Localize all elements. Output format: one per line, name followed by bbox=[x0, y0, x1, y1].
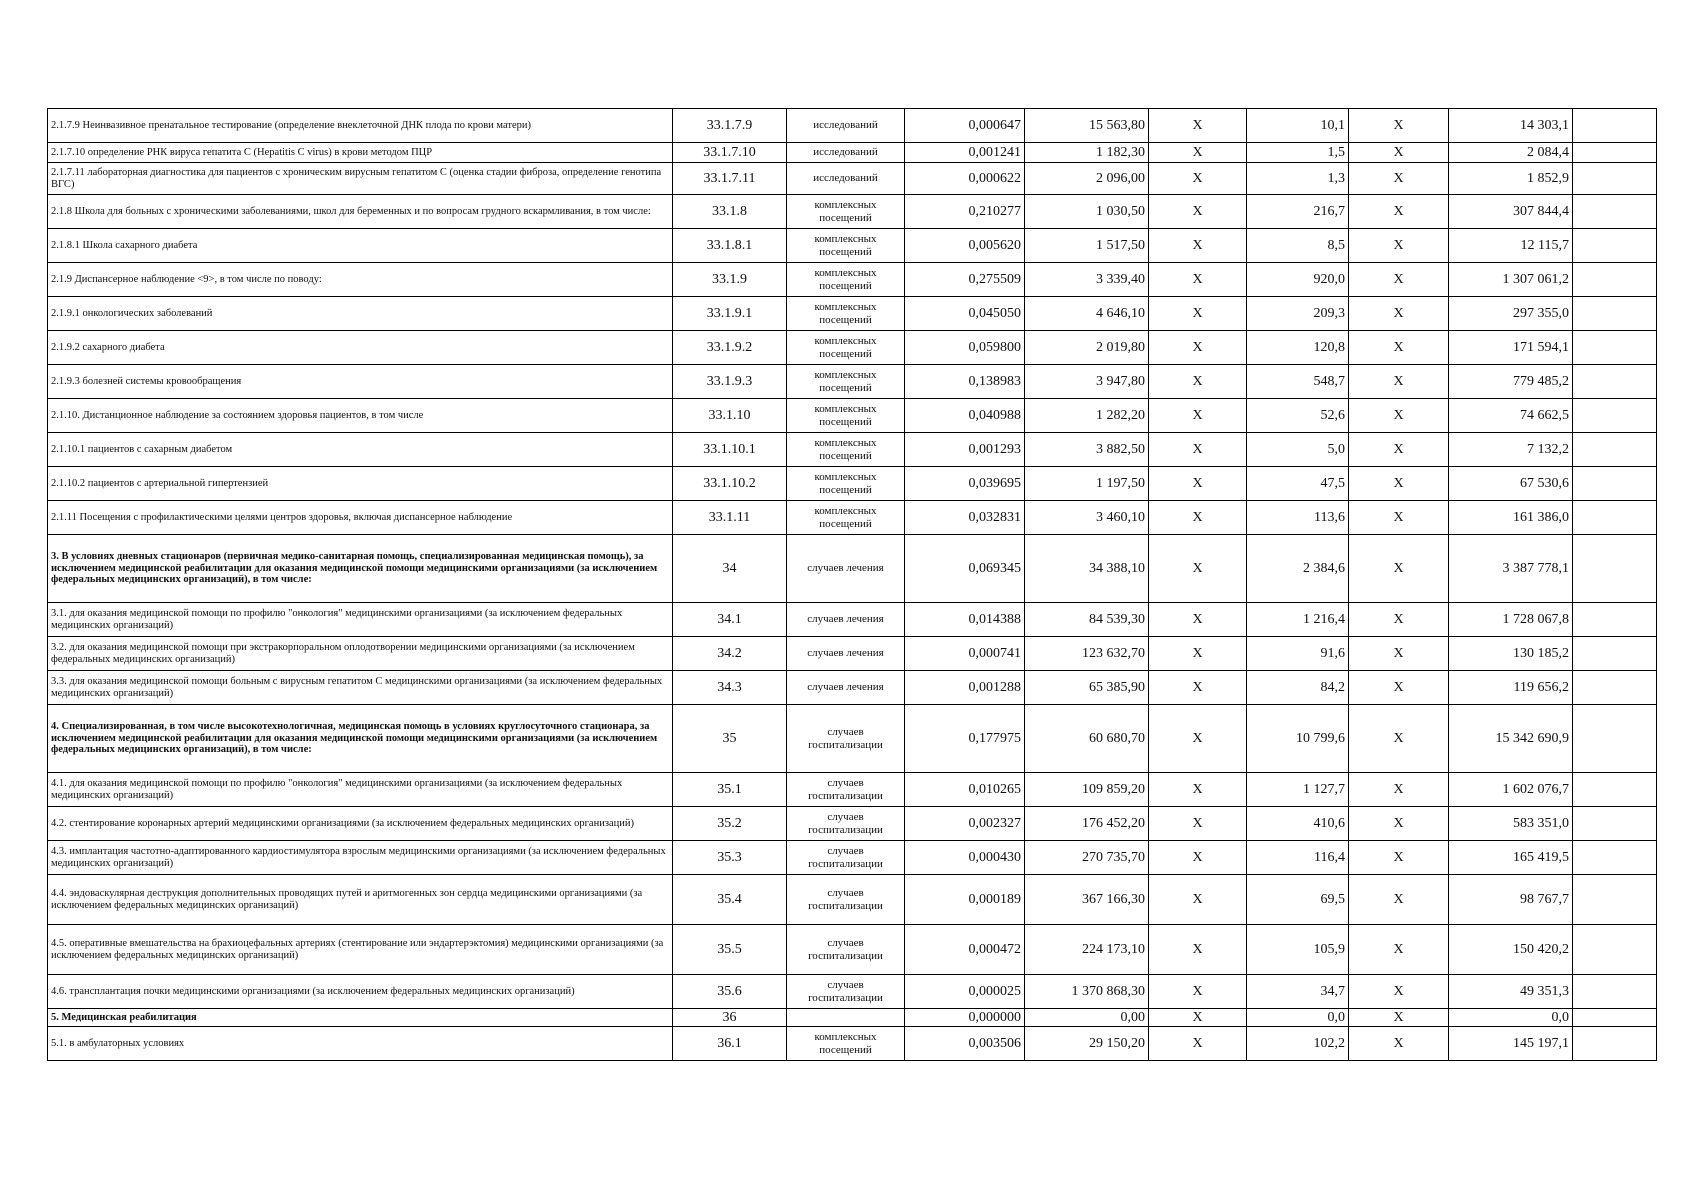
row-name-cell: 4.6. трансплантация почки медицинскими организациями (за исключением федеральных медицинских организаций) bbox=[48, 975, 673, 1009]
row-cost-cell: 1 370 868,30 bbox=[1025, 975, 1149, 1009]
row-x-cell: X bbox=[1349, 143, 1449, 163]
row-total-cell: 1 852,9 bbox=[1449, 163, 1573, 195]
row-per-capita-cell: 5,0 bbox=[1247, 433, 1349, 467]
row-x-cell: X bbox=[1149, 297, 1247, 331]
row-cost-cell: 84 539,30 bbox=[1025, 603, 1149, 637]
table-row bbox=[48, 365, 1657, 399]
table-row bbox=[48, 1009, 1657, 1027]
row-norm-cell: 0,000622 bbox=[905, 163, 1025, 195]
row-code-cell: 33.1.7.11 bbox=[673, 163, 787, 195]
row-norm-cell: 0,000025 bbox=[905, 975, 1025, 1009]
row-empty-cell bbox=[1573, 975, 1657, 1009]
row-code-cell: 33.1.9.2 bbox=[673, 331, 787, 365]
row-total-cell: 161 386,0 bbox=[1449, 501, 1573, 535]
row-code-cell: 33.1.9.1 bbox=[673, 297, 787, 331]
row-total-cell: 119 656,2 bbox=[1449, 671, 1573, 705]
row-total-cell: 307 844,4 bbox=[1449, 195, 1573, 229]
row-per-capita-cell: 2 384,6 bbox=[1247, 535, 1349, 603]
row-name-cell: 2.1.8.1 Школа сахарного диабета bbox=[48, 229, 673, 263]
row-cost-cell: 123 632,70 bbox=[1025, 637, 1149, 671]
row-norm-cell: 0,000189 bbox=[905, 875, 1025, 925]
row-name-cell: 3. В условиях дневных стационаров (первичная медико-санитарная помощь, специализированная медицинская помощь), за исключением медицинской реабилитации для оказания медицинской помощи медицинскими организациями (за исключением федеральных медицинских организаций), в том числе: bbox=[48, 535, 673, 603]
row-norm-cell: 0,040988 bbox=[905, 399, 1025, 433]
table-row bbox=[48, 163, 1657, 195]
row-code-cell: 35.6 bbox=[673, 975, 787, 1009]
row-empty-cell bbox=[1573, 705, 1657, 773]
table-row bbox=[48, 263, 1657, 297]
row-unit-cell: случаев госпитализации bbox=[787, 807, 905, 841]
row-total-cell: 1 307 061,2 bbox=[1449, 263, 1573, 297]
row-unit-cell: комплексных посещений bbox=[787, 467, 905, 501]
row-empty-cell bbox=[1573, 603, 1657, 637]
row-x-cell: X bbox=[1149, 501, 1247, 535]
table-row bbox=[48, 773, 1657, 807]
row-name-cell: 2.1.11 Посещения с профилактическими целями центров здоровья, включая диспансерное наблюдение bbox=[48, 501, 673, 535]
row-x-cell: X bbox=[1149, 467, 1247, 501]
row-per-capita-cell: 10,1 bbox=[1247, 109, 1349, 143]
row-x-cell: X bbox=[1349, 875, 1449, 925]
row-cost-cell: 34 388,10 bbox=[1025, 535, 1149, 603]
row-name-cell: 2.1.10. Дистанционное наблюдение за состоянием здоровья пациентов, в том числе bbox=[48, 399, 673, 433]
row-name-cell: 2.1.9 Диспансерное наблюдение <9>, в том числе по поводу: bbox=[48, 263, 673, 297]
row-x-cell: X bbox=[1149, 365, 1247, 399]
row-cost-cell: 3 947,80 bbox=[1025, 365, 1149, 399]
row-unit-cell: комплексных посещений bbox=[787, 195, 905, 229]
row-name-cell: 2.1.10.2 пациентов с артериальной гипертензией bbox=[48, 467, 673, 501]
row-cost-cell: 1 030,50 bbox=[1025, 195, 1149, 229]
row-empty-cell bbox=[1573, 807, 1657, 841]
row-code-cell: 33.1.10.2 bbox=[673, 467, 787, 501]
row-name-cell: 2.1.7.10 определение РНК вируса гепатита С (Hepatitis C virus) в крови методом ПЦР bbox=[48, 143, 673, 163]
row-x-cell: X bbox=[1349, 1009, 1449, 1027]
row-empty-cell bbox=[1573, 163, 1657, 195]
row-empty-cell bbox=[1573, 773, 1657, 807]
row-per-capita-cell: 8,5 bbox=[1247, 229, 1349, 263]
row-total-cell: 779 485,2 bbox=[1449, 365, 1573, 399]
row-total-cell: 130 185,2 bbox=[1449, 637, 1573, 671]
row-x-cell: X bbox=[1149, 263, 1247, 297]
row-unit-cell: исследований bbox=[787, 109, 905, 143]
row-unit-cell: комплексных посещений bbox=[787, 501, 905, 535]
row-norm-cell: 0,275509 bbox=[905, 263, 1025, 297]
row-x-cell: X bbox=[1349, 297, 1449, 331]
table-row bbox=[48, 705, 1657, 773]
row-cost-cell: 1 517,50 bbox=[1025, 229, 1149, 263]
row-x-cell: X bbox=[1349, 773, 1449, 807]
row-unit-cell: комплексных посещений bbox=[787, 229, 905, 263]
row-name-cell: 4.2. стентирование коронарных артерий медицинскими организациями (за исключением федеральных медицинских организаций) bbox=[48, 807, 673, 841]
row-x-cell: X bbox=[1149, 603, 1247, 637]
row-per-capita-cell: 920,0 bbox=[1247, 263, 1349, 297]
row-code-cell: 34.2 bbox=[673, 637, 787, 671]
row-empty-cell bbox=[1573, 1027, 1657, 1061]
row-empty-cell bbox=[1573, 637, 1657, 671]
row-x-cell: X bbox=[1149, 1009, 1247, 1027]
row-name-cell: 2.1.9.1 онкологических заболеваний bbox=[48, 297, 673, 331]
row-norm-cell: 0,001288 bbox=[905, 671, 1025, 705]
row-empty-cell bbox=[1573, 399, 1657, 433]
row-x-cell: X bbox=[1149, 705, 1247, 773]
row-x-cell: X bbox=[1349, 807, 1449, 841]
row-cost-cell: 65 385,90 bbox=[1025, 671, 1149, 705]
row-name-cell: 4.5. оперативные вмешательства на брахиоцефальных артериях (стентирование или эндартерэктомия) медицинскими организациями (за исключением федеральных медицинских организаций) bbox=[48, 925, 673, 975]
row-cost-cell: 15 563,80 bbox=[1025, 109, 1149, 143]
row-x-cell: X bbox=[1349, 399, 1449, 433]
row-norm-cell: 0,069345 bbox=[905, 535, 1025, 603]
row-cost-cell: 1 282,20 bbox=[1025, 399, 1149, 433]
row-norm-cell: 0,010265 bbox=[905, 773, 1025, 807]
row-norm-cell: 0,000741 bbox=[905, 637, 1025, 671]
row-total-cell: 1 728 067,8 bbox=[1449, 603, 1573, 637]
row-total-cell: 3 387 778,1 bbox=[1449, 535, 1573, 603]
row-cost-cell: 367 166,30 bbox=[1025, 875, 1149, 925]
row-unit-cell: комплексных посещений bbox=[787, 433, 905, 467]
row-empty-cell bbox=[1573, 263, 1657, 297]
row-name-cell: 5.1. в амбулаторных условиях bbox=[48, 1027, 673, 1061]
table-row bbox=[48, 399, 1657, 433]
row-norm-cell: 0,032831 bbox=[905, 501, 1025, 535]
row-x-cell: X bbox=[1349, 331, 1449, 365]
row-x-cell: X bbox=[1149, 975, 1247, 1009]
row-norm-cell: 0,000647 bbox=[905, 109, 1025, 143]
row-norm-cell: 0,045050 bbox=[905, 297, 1025, 331]
row-unit-cell: комплексных посещений bbox=[787, 263, 905, 297]
row-cost-cell: 109 859,20 bbox=[1025, 773, 1149, 807]
row-per-capita-cell: 113,6 bbox=[1247, 501, 1349, 535]
row-x-cell: X bbox=[1349, 109, 1449, 143]
row-total-cell: 145 197,1 bbox=[1449, 1027, 1573, 1061]
row-name-cell: 2.1.9.3 болезней системы кровообращения bbox=[48, 365, 673, 399]
row-norm-cell: 0,014388 bbox=[905, 603, 1025, 637]
row-total-cell: 165 419,5 bbox=[1449, 841, 1573, 875]
row-code-cell: 33.1.7.9 bbox=[673, 109, 787, 143]
row-code-cell: 33.1.10.1 bbox=[673, 433, 787, 467]
row-empty-cell bbox=[1573, 501, 1657, 535]
row-norm-cell: 0,039695 bbox=[905, 467, 1025, 501]
row-cost-cell: 1 197,50 bbox=[1025, 467, 1149, 501]
row-x-cell: X bbox=[1149, 925, 1247, 975]
row-x-cell: X bbox=[1349, 975, 1449, 1009]
table-row bbox=[48, 925, 1657, 975]
row-code-cell: 35 bbox=[673, 705, 787, 773]
row-empty-cell bbox=[1573, 365, 1657, 399]
row-cost-cell: 2 096,00 bbox=[1025, 163, 1149, 195]
row-per-capita-cell: 1 216,4 bbox=[1247, 603, 1349, 637]
row-name-cell: 2.1.8 Школа для больных с хроническими заболеваниями, школ для беременных и по вопросам грудного вскармливания, в том числе: bbox=[48, 195, 673, 229]
row-code-cell: 35.1 bbox=[673, 773, 787, 807]
row-unit-cell: случаев госпитализации bbox=[787, 875, 905, 925]
row-name-cell: 2.1.7.11 лабораторная диагностика для пациентов с хроническим вирусным гепатитом С (оценка стадии фиброза, определение генотипа ВГС) bbox=[48, 163, 673, 195]
row-unit-cell: комплексных посещений bbox=[787, 331, 905, 365]
row-norm-cell: 0,005620 bbox=[905, 229, 1025, 263]
row-code-cell: 34 bbox=[673, 535, 787, 603]
row-empty-cell bbox=[1573, 229, 1657, 263]
row-code-cell: 35.4 bbox=[673, 875, 787, 925]
row-x-cell: X bbox=[1149, 109, 1247, 143]
row-per-capita-cell: 52,6 bbox=[1247, 399, 1349, 433]
row-per-capita-cell: 102,2 bbox=[1247, 1027, 1349, 1061]
row-total-cell: 1 602 076,7 bbox=[1449, 773, 1573, 807]
row-code-cell: 36.1 bbox=[673, 1027, 787, 1061]
table-row bbox=[48, 501, 1657, 535]
table-row bbox=[48, 875, 1657, 925]
row-x-cell: X bbox=[1349, 501, 1449, 535]
row-unit-cell: комплексных посещений bbox=[787, 297, 905, 331]
row-per-capita-cell: 120,8 bbox=[1247, 331, 1349, 365]
row-empty-cell bbox=[1573, 297, 1657, 331]
row-code-cell: 34.3 bbox=[673, 671, 787, 705]
row-norm-cell: 0,000472 bbox=[905, 925, 1025, 975]
row-code-cell: 33.1.11 bbox=[673, 501, 787, 535]
row-x-cell: X bbox=[1349, 365, 1449, 399]
row-per-capita-cell: 105,9 bbox=[1247, 925, 1349, 975]
tariff-table bbox=[47, 108, 1657, 1061]
row-per-capita-cell: 548,7 bbox=[1247, 365, 1349, 399]
table-row bbox=[48, 807, 1657, 841]
row-x-cell: X bbox=[1149, 807, 1247, 841]
table-row bbox=[48, 229, 1657, 263]
row-total-cell: 98 767,7 bbox=[1449, 875, 1573, 925]
table-row bbox=[48, 1027, 1657, 1061]
table-row bbox=[48, 467, 1657, 501]
table-row bbox=[48, 433, 1657, 467]
row-cost-cell: 3 339,40 bbox=[1025, 263, 1149, 297]
row-x-cell: X bbox=[1149, 143, 1247, 163]
row-cost-cell: 29 150,20 bbox=[1025, 1027, 1149, 1061]
row-empty-cell bbox=[1573, 671, 1657, 705]
row-unit-cell: исследований bbox=[787, 163, 905, 195]
row-name-cell: 2.1.10.1 пациентов с сахарным диабетом bbox=[48, 433, 673, 467]
row-norm-cell: 0,059800 bbox=[905, 331, 1025, 365]
row-x-cell: X bbox=[1349, 841, 1449, 875]
row-total-cell: 49 351,3 bbox=[1449, 975, 1573, 1009]
table-row bbox=[48, 841, 1657, 875]
row-unit-cell bbox=[787, 1009, 905, 1027]
row-code-cell: 36 bbox=[673, 1009, 787, 1027]
row-code-cell: 35.5 bbox=[673, 925, 787, 975]
row-cost-cell: 0,00 bbox=[1025, 1009, 1149, 1027]
row-unit-cell: случаев госпитализации bbox=[787, 773, 905, 807]
row-x-cell: X bbox=[1149, 1027, 1247, 1061]
row-total-cell: 7 132,2 bbox=[1449, 433, 1573, 467]
row-unit-cell: случаев лечения bbox=[787, 637, 905, 671]
row-x-cell: X bbox=[1349, 1027, 1449, 1061]
row-x-cell: X bbox=[1349, 705, 1449, 773]
row-name-cell: 4.3. имплантация частотно-адаптированного кардиостимулятора взрослым медицинскими организациями (за исключением федеральных медицинских организаций) bbox=[48, 841, 673, 875]
table-row bbox=[48, 535, 1657, 603]
row-code-cell: 33.1.10 bbox=[673, 399, 787, 433]
row-code-cell: 33.1.8 bbox=[673, 195, 787, 229]
row-norm-cell: 0,003506 bbox=[905, 1027, 1025, 1061]
row-norm-cell: 0,000000 bbox=[905, 1009, 1025, 1027]
row-x-cell: X bbox=[1349, 671, 1449, 705]
row-x-cell: X bbox=[1149, 229, 1247, 263]
row-norm-cell: 0,138983 bbox=[905, 365, 1025, 399]
row-name-cell: 2.1.9.2 сахарного диабета bbox=[48, 331, 673, 365]
row-unit-cell: случаев госпитализации bbox=[787, 925, 905, 975]
row-x-cell: X bbox=[1349, 535, 1449, 603]
row-name-cell: 4.4. эндоваскулярная деструкция дополнительных проводящих путей и аритмогенных зон сердца медицинскими организациями (за исключением федеральных медицинских организаций) bbox=[48, 875, 673, 925]
row-x-cell: X bbox=[1349, 637, 1449, 671]
row-total-cell: 2 084,4 bbox=[1449, 143, 1573, 163]
row-unit-cell: случаев лечения bbox=[787, 535, 905, 603]
row-code-cell: 35.2 bbox=[673, 807, 787, 841]
row-total-cell: 0,0 bbox=[1449, 1009, 1573, 1027]
row-code-cell: 34.1 bbox=[673, 603, 787, 637]
row-per-capita-cell: 1 127,7 bbox=[1247, 773, 1349, 807]
table-row bbox=[48, 297, 1657, 331]
row-per-capita-cell: 0,0 bbox=[1247, 1009, 1349, 1027]
table-body bbox=[48, 109, 1657, 1061]
table-row bbox=[48, 109, 1657, 143]
row-cost-cell: 60 680,70 bbox=[1025, 705, 1149, 773]
row-per-capita-cell: 116,4 bbox=[1247, 841, 1349, 875]
row-total-cell: 297 355,0 bbox=[1449, 297, 1573, 331]
row-empty-cell bbox=[1573, 331, 1657, 365]
row-per-capita-cell: 91,6 bbox=[1247, 637, 1349, 671]
row-x-cell: X bbox=[1349, 163, 1449, 195]
table-row bbox=[48, 671, 1657, 705]
row-x-cell: X bbox=[1349, 229, 1449, 263]
row-unit-cell: случаев госпитализации bbox=[787, 841, 905, 875]
row-code-cell: 33.1.9 bbox=[673, 263, 787, 297]
row-name-cell: 3.1. для оказания медицинской помощи по профилю "онкология" медицинскими организациями (за исключением федеральных медицинских организаций) bbox=[48, 603, 673, 637]
row-total-cell: 15 342 690,9 bbox=[1449, 705, 1573, 773]
row-empty-cell bbox=[1573, 841, 1657, 875]
row-empty-cell bbox=[1573, 195, 1657, 229]
row-per-capita-cell: 47,5 bbox=[1247, 467, 1349, 501]
row-empty-cell bbox=[1573, 875, 1657, 925]
row-norm-cell: 0,210277 bbox=[905, 195, 1025, 229]
row-per-capita-cell: 1,3 bbox=[1247, 163, 1349, 195]
row-empty-cell bbox=[1573, 1009, 1657, 1027]
row-unit-cell: случаев лечения bbox=[787, 603, 905, 637]
row-x-cell: X bbox=[1149, 841, 1247, 875]
row-empty-cell bbox=[1573, 433, 1657, 467]
row-name-cell: 2.1.7.9 Неинвазивное пренатальное тестирование (определение внеклеточной ДНК плода по крови матери) bbox=[48, 109, 673, 143]
row-x-cell: X bbox=[1149, 671, 1247, 705]
row-unit-cell: исследований bbox=[787, 143, 905, 163]
row-unit-cell: комплексных посещений bbox=[787, 399, 905, 433]
row-unit-cell: комплексных посещений bbox=[787, 1027, 905, 1061]
row-x-cell: X bbox=[1349, 603, 1449, 637]
row-total-cell: 14 303,1 bbox=[1449, 109, 1573, 143]
row-per-capita-cell: 410,6 bbox=[1247, 807, 1349, 841]
row-x-cell: X bbox=[1349, 433, 1449, 467]
row-code-cell: 33.1.7.10 bbox=[673, 143, 787, 163]
row-name-cell: 4. Специализированная, в том числе высокотехнологичная, медицинская помощь в условиях круглосуточного стационара, за исключением медицинской реабилитации для оказания медицинской помощи медицинскими организациями (за исключением федеральных медицинских организаций), в том числе: bbox=[48, 705, 673, 773]
row-cost-cell: 176 452,20 bbox=[1025, 807, 1149, 841]
row-cost-cell: 3 460,10 bbox=[1025, 501, 1149, 535]
row-cost-cell: 3 882,50 bbox=[1025, 433, 1149, 467]
row-x-cell: X bbox=[1149, 195, 1247, 229]
row-x-cell: X bbox=[1349, 467, 1449, 501]
row-cost-cell: 270 735,70 bbox=[1025, 841, 1149, 875]
row-x-cell: X bbox=[1149, 433, 1247, 467]
row-per-capita-cell: 209,3 bbox=[1247, 297, 1349, 331]
row-unit-cell: случаев госпитализации bbox=[787, 975, 905, 1009]
table-row bbox=[48, 195, 1657, 229]
row-total-cell: 171 594,1 bbox=[1449, 331, 1573, 365]
row-empty-cell bbox=[1573, 143, 1657, 163]
row-per-capita-cell: 10 799,6 bbox=[1247, 705, 1349, 773]
row-x-cell: X bbox=[1149, 773, 1247, 807]
row-x-cell: X bbox=[1149, 637, 1247, 671]
row-norm-cell: 0,177975 bbox=[905, 705, 1025, 773]
row-empty-cell bbox=[1573, 109, 1657, 143]
row-total-cell: 67 530,6 bbox=[1449, 467, 1573, 501]
row-per-capita-cell: 69,5 bbox=[1247, 875, 1349, 925]
table-row bbox=[48, 143, 1657, 163]
row-unit-cell: случаев лечения bbox=[787, 671, 905, 705]
row-total-cell: 74 662,5 bbox=[1449, 399, 1573, 433]
table-row bbox=[48, 603, 1657, 637]
row-x-cell: X bbox=[1349, 263, 1449, 297]
row-name-cell: 4.1. для оказания медицинской помощи по профилю "онкология" медицинскими организациями (за исключением федеральных медицинских организаций) bbox=[48, 773, 673, 807]
row-norm-cell: 0,001293 bbox=[905, 433, 1025, 467]
row-x-cell: X bbox=[1349, 925, 1449, 975]
row-per-capita-cell: 34,7 bbox=[1247, 975, 1349, 1009]
row-empty-cell bbox=[1573, 535, 1657, 603]
row-code-cell: 33.1.9.3 bbox=[673, 365, 787, 399]
table-row bbox=[48, 975, 1657, 1009]
row-total-cell: 583 351,0 bbox=[1449, 807, 1573, 841]
row-cost-cell: 224 173,10 bbox=[1025, 925, 1149, 975]
table-row bbox=[48, 331, 1657, 365]
table-row bbox=[48, 637, 1657, 671]
row-unit-cell: случаев госпитализации bbox=[787, 705, 905, 773]
row-name-cell: 3.2. для оказания медицинской помощи при экстракорпоральном оплодотворении медицинскими организациями (за исключением федеральных медицинских организаций) bbox=[48, 637, 673, 671]
row-x-cell: X bbox=[1149, 331, 1247, 365]
row-name-cell: 3.3. для оказания медицинской помощи больным с вирусным гепатитом С медицинскими организациями (за исключением федеральных медицинских организаций) bbox=[48, 671, 673, 705]
row-norm-cell: 0,001241 bbox=[905, 143, 1025, 163]
row-x-cell: X bbox=[1349, 195, 1449, 229]
row-empty-cell bbox=[1573, 925, 1657, 975]
row-cost-cell: 2 019,80 bbox=[1025, 331, 1149, 365]
row-x-cell: X bbox=[1149, 535, 1247, 603]
row-per-capita-cell: 84,2 bbox=[1247, 671, 1349, 705]
row-x-cell: X bbox=[1149, 875, 1247, 925]
row-x-cell: X bbox=[1149, 163, 1247, 195]
row-empty-cell bbox=[1573, 467, 1657, 501]
row-norm-cell: 0,000430 bbox=[905, 841, 1025, 875]
row-norm-cell: 0,002327 bbox=[905, 807, 1025, 841]
row-cost-cell: 1 182,30 bbox=[1025, 143, 1149, 163]
row-total-cell: 12 115,7 bbox=[1449, 229, 1573, 263]
row-cost-cell: 4 646,10 bbox=[1025, 297, 1149, 331]
row-x-cell: X bbox=[1149, 399, 1247, 433]
row-name-cell: 5. Медицинская реабилитация bbox=[48, 1009, 673, 1027]
row-code-cell: 35.3 bbox=[673, 841, 787, 875]
row-per-capita-cell: 216,7 bbox=[1247, 195, 1349, 229]
row-per-capita-cell: 1,5 bbox=[1247, 143, 1349, 163]
row-code-cell: 33.1.8.1 bbox=[673, 229, 787, 263]
row-total-cell: 150 420,2 bbox=[1449, 925, 1573, 975]
row-unit-cell: комплексных посещений bbox=[787, 365, 905, 399]
